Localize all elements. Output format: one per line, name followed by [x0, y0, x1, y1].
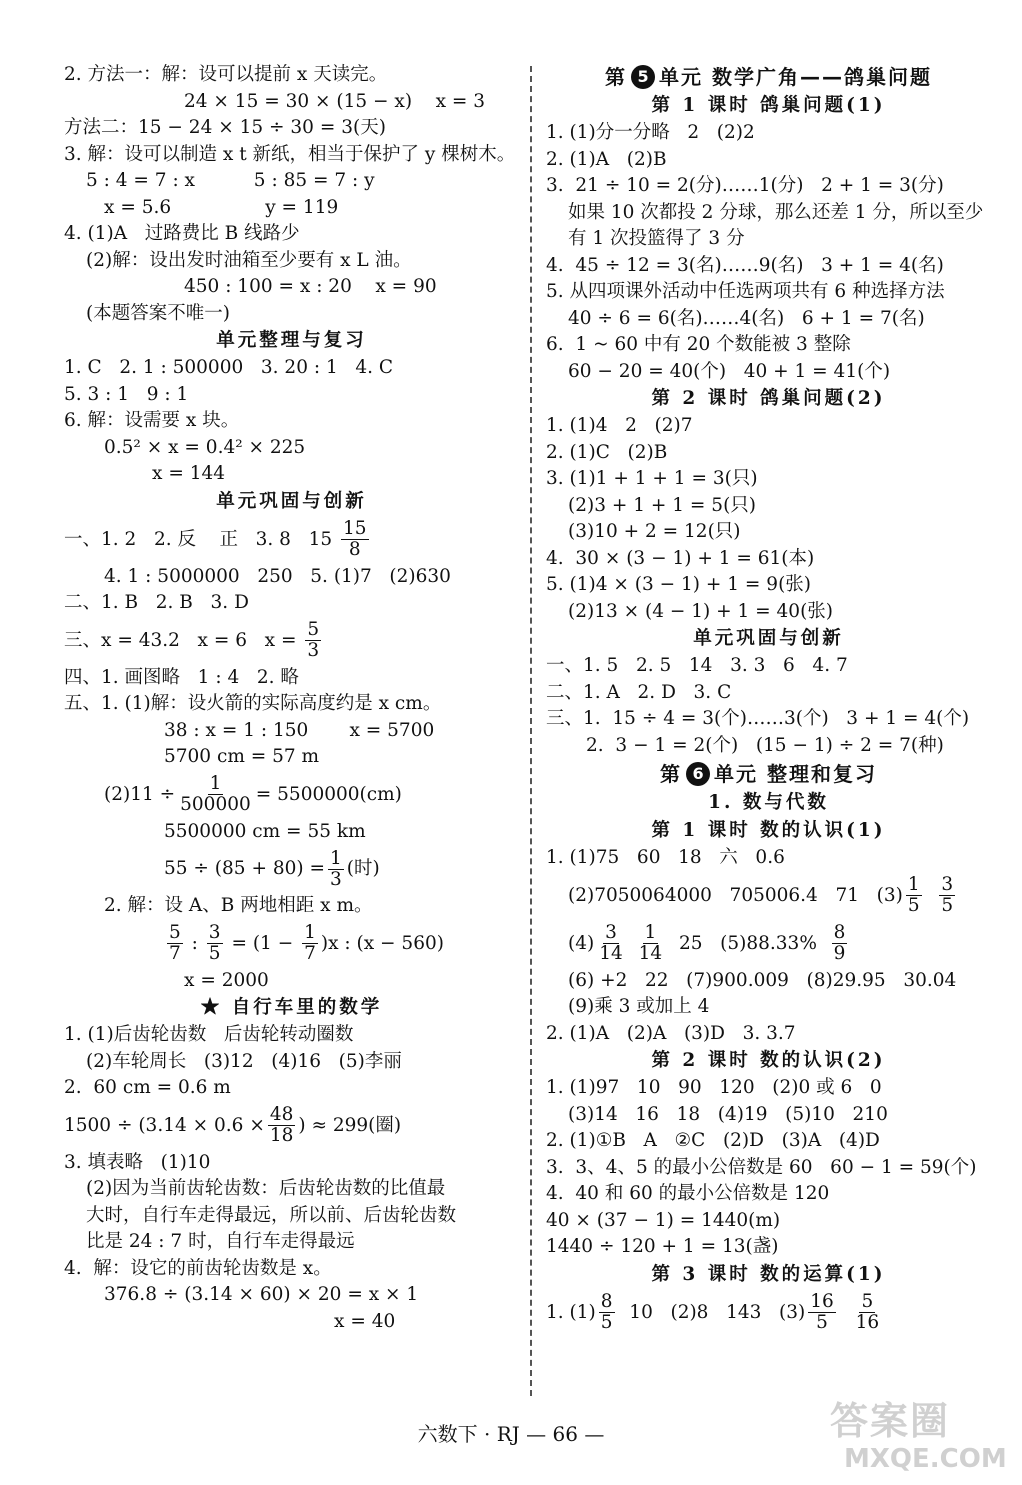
answer-line: 2. 60 cm = 0.6 m — [64, 1077, 231, 1098]
answer-line — [64, 771, 519, 819]
answer-text: (2)7050064000 705006.4 71 (3) — [568, 884, 903, 906]
unit-number-badge: 5 — [631, 65, 655, 89]
answer-line: 四、1. 画图略 1 : 4 2. 略 — [64, 666, 299, 688]
denominator: 3 — [307, 640, 320, 661]
answer-line: 5 : 4 = 7 : x 5 : 85 = 7 : y — [86, 170, 375, 191]
answer-line: 2. 解：设 A、B 两地相距 x m。 — [104, 895, 373, 916]
answer-line: 3. 解：设可以制造 x t 新纸，相当于保护了 y 棵树木。 — [64, 143, 516, 165]
answer-line: 2. 3 − 1 = 2(个) (15 − 1) ÷ 2 = 7(种) — [586, 734, 944, 756]
answer-line — [64, 1102, 519, 1150]
numerator: 8 — [833, 922, 846, 943]
lesson-heading: 第 1 课时 数的认识(1) — [651, 820, 886, 841]
answer-text: 55 ÷ (85 + 80) = — [164, 858, 325, 879]
answer-line: 三、1. 15 ÷ 4 = 3(个)……3(个) 3 + 1 = 4(个) — [546, 708, 970, 729]
answer-line: 4. 45 ÷ 12 = 3(名)……9(名) 3 + 1 = 4(名) — [546, 254, 944, 276]
fraction — [268, 1105, 296, 1146]
fraction — [597, 923, 625, 964]
answer-line: (6) +2 22 (7)900.009 (8)29.95 30.04 — [568, 969, 957, 991]
answer-line: 二、1. A 2. D 3. C — [546, 681, 732, 703]
answer-line: 方法二：15 − 24 × 15 ÷ 30 = 3(天) — [64, 117, 386, 138]
answer-text: (2)11 ÷ — [104, 783, 176, 805]
answer-line: (2)因为当前齿轮齿数：后齿轮齿数的比值最 — [86, 1178, 446, 1199]
numerator: 5 — [307, 619, 320, 640]
denominator: 16 — [855, 1312, 880, 1333]
answer-line: 6. 1 ~ 60 中有 20 个数能被 3 整除 — [546, 334, 851, 355]
answer-line: 5. 3 : 1 9 : 1 — [64, 383, 189, 405]
answer-line: 5700 cm = 57 m — [164, 746, 320, 767]
fraction — [328, 849, 344, 890]
answer-line: (3)14 16 18 (4)19 (5)10 210 — [568, 1103, 888, 1125]
answer-line: 2. (1)A (2)A (3)D 3. 3.7 — [546, 1022, 796, 1044]
answer-line: 376.8 ÷ (3.14 × 60) × 20 = x × 1 — [104, 1284, 419, 1305]
denominator: 5 — [907, 895, 920, 916]
lesson-heading: 第 3 课时 数的运算(1) — [651, 1263, 886, 1285]
answer-line: 3. 21 ÷ 10 = 2(分)……1(分) 2 + 1 = 3(分) — [546, 175, 944, 196]
answer-line: 5500000 cm = 55 km — [164, 820, 366, 842]
answer-text: 10 (2)8 143 (3) — [617, 1301, 806, 1323]
numerator: 1 — [644, 922, 657, 943]
answer-line — [64, 920, 519, 968]
fraction — [939, 875, 955, 916]
answer-text: (4) — [568, 932, 595, 954]
answer-line: 2. (1)①B A ②C (2)D (3)A (4)D — [546, 1130, 880, 1151]
answer-line: 一、1. 5 2. 5 14 3. 3 6 4. 7 — [546, 655, 848, 676]
answer-text: 1. (1) — [546, 1301, 596, 1323]
denominator: 500000 — [180, 794, 251, 815]
answer-line: 24 × 15 = 30 × (15 − x) x = 3 — [184, 90, 486, 112]
numerator: 5 — [861, 1291, 874, 1312]
denominator: 5 — [208, 943, 221, 964]
answer-line: 2. (1)C (2)B — [546, 441, 668, 463]
answer-line: 3. (1)1 + 1 + 1 = 3(只) — [546, 468, 758, 489]
fraction — [637, 923, 665, 964]
answer-line: 38 : x = 1 : 150 x = 5700 — [164, 719, 435, 741]
lesson-heading: 第 1 课时 鸽巢问题(1) — [651, 95, 886, 116]
answer-line: x = 144 — [152, 463, 226, 484]
numerator: 5 — [169, 922, 181, 943]
answer-line: x = 2000 — [184, 969, 269, 991]
answer-line: 4. 40 和 60 的最小公倍数是 120 — [546, 1183, 830, 1204]
fraction — [808, 1292, 836, 1333]
answer-line: 1. C 2. 1 : 500000 3. 20 : 1 4. C — [64, 357, 394, 378]
answer-line — [64, 617, 519, 665]
page-footer: 六数下 · RJ — 66 — — [417, 1422, 605, 1446]
answer-line: 0.5² × x = 0.4² × 225 — [104, 436, 306, 458]
unit-heading-6 — [546, 759, 991, 789]
answer-text: = 5500000(cm) — [255, 783, 402, 805]
answer-line — [546, 920, 991, 968]
denominator: 3 — [329, 868, 342, 890]
numerator: 48 — [269, 1104, 294, 1125]
answer-text: 三、x = 43.2 x = 6 x = — [64, 629, 297, 651]
fraction — [178, 774, 253, 815]
denominator: 7 — [169, 943, 181, 964]
answer-line: 6. 解：设需要 x 块。 — [64, 410, 240, 431]
fraction — [341, 519, 369, 560]
answer-line: 450 : 100 = x : 20 x = 90 — [184, 276, 437, 297]
unit-heading-5 — [546, 62, 991, 92]
answer-line: 4. (1)A 过路费比 B 线路少 — [64, 223, 300, 244]
answer-line — [64, 516, 519, 564]
numerator: 1 — [329, 847, 342, 869]
answer-line: x = 5.6 y = 119 — [104, 196, 339, 218]
numerator: 16 — [810, 1291, 834, 1312]
denominator: 14 — [638, 943, 663, 964]
denominator: 8 — [348, 539, 361, 560]
answer-line — [546, 872, 991, 920]
numerator: 3 — [605, 922, 617, 943]
answer-line: 3. 3、4、5 的最小公倍数是 60 60 − 1 = 59(个) — [546, 1156, 977, 1178]
answer-line — [64, 845, 519, 893]
answer-text: (时) — [346, 858, 380, 879]
lesson-heading: 第 2 课时 数的认识(2) — [651, 1050, 886, 1071]
answer-line: 2. 方法一：解：设可以提前 x 天读完。 — [64, 64, 388, 85]
answer-line: 二、1. B 2. B 3. D — [64, 592, 249, 613]
numerator: 8 — [600, 1291, 613, 1312]
answer-text: 25 (5)88.33% — [667, 932, 829, 954]
numerator: 3 — [208, 922, 221, 943]
answer-line: (3)10 + 2 = 12(只) — [568, 521, 741, 542]
section-heading-review: 单元整理与复习 — [216, 330, 367, 351]
numerator: 1 — [907, 874, 920, 895]
answer-text: 一、1. 2 2. 反 正 3. 8 15 — [64, 528, 333, 550]
unit-prefix: 第 — [660, 762, 683, 786]
answer-line: 1. (1)分一分略 2 (2)2 — [546, 122, 755, 143]
numerator: 15 — [343, 518, 367, 539]
answer-text: = (1 − — [225, 932, 300, 954]
answer-line: (2)解：设出发时油箱至少要有 x L 油。 — [86, 249, 412, 271]
answer-line: 1440 ÷ 120 + 1 = 13(盏) — [546, 1236, 779, 1257]
answer-line: 40 × (37 − 1) = 1440(m) — [546, 1209, 781, 1231]
answer-text: ) ≈ 299(圈) — [298, 1114, 402, 1136]
watermark-title: 答案圈 — [830, 1399, 951, 1443]
column-divider — [530, 66, 532, 1396]
answer-line: 4. 30 × (3 − 1) + 1 = 61(本) — [546, 547, 815, 569]
answer-line: 4. 1 : 5000000 250 5. (1)7 (2)630 — [104, 565, 451, 587]
fraction — [207, 923, 223, 964]
denominator: 5 — [600, 1312, 613, 1333]
section-heading-bike: ★ 自行车里的数学 — [200, 997, 383, 1018]
subsection-heading: 1. 数与代数 — [708, 792, 829, 813]
answer-text: 1500 ÷ (3.14 × 0.6 × — [64, 1114, 265, 1136]
fraction — [167, 923, 183, 964]
answer-line: x = 40 — [334, 1310, 396, 1332]
answer-line: 4. 解：设它的前齿轮齿数是 x。 — [64, 1257, 332, 1279]
unit-number-badge: 6 — [686, 762, 710, 786]
answer-line — [546, 1289, 991, 1337]
answer-line: 5. 从四项课外活动中任选两项共有 6 种选择方法 — [546, 281, 945, 302]
numerator: 1 — [304, 922, 316, 943]
fraction — [302, 923, 318, 964]
answer-line: 5. (1)4 × (3 − 1) + 1 = 9(张) — [546, 574, 812, 595]
answer-line: (本题答案不唯一) — [86, 302, 230, 324]
left-column — [64, 62, 519, 1335]
fraction — [305, 620, 321, 661]
answer-text: : — [185, 932, 204, 954]
answer-line: 1. (1)97 10 90 120 (2)0 或 6 0 — [546, 1077, 882, 1098]
answer-line: 如果 10 次都投 2 分球，那么还差 1 分，所以至少 — [568, 201, 984, 223]
answer-line: 有 1 次投篮得了 3 分 — [568, 228, 745, 249]
answer-line: 五、1. (1)解：设火箭的实际高度约是 x cm。 — [64, 693, 442, 714]
fraction — [599, 1292, 615, 1333]
answer-line: 3. 填表略 (1)10 — [64, 1151, 211, 1173]
section-heading-consolidate: 单元巩固与创新 — [216, 490, 367, 512]
answer-line: (2)车轮周长 (3)12 (4)16 (5)李丽 — [86, 1050, 402, 1072]
answer-line: 1. (1)75 60 18 六 0.6 — [546, 847, 785, 868]
fraction — [906, 875, 922, 916]
denominator: 14 — [599, 943, 623, 964]
section-heading-consolidate: 单元巩固与创新 — [693, 628, 844, 649]
fraction — [832, 923, 848, 964]
watermark-url: MXQE.COM — [844, 1444, 1007, 1474]
lesson-heading: 第 2 课时 鸽巢问题(2) — [651, 388, 886, 409]
numerator: 1 — [209, 773, 222, 794]
denominator: 5 — [816, 1312, 828, 1333]
answer-line: 1. (1)4 2 (2)7 — [546, 415, 693, 436]
answer-line: (2)3 + 1 + 1 = 5(只) — [568, 494, 757, 516]
watermark-logo — [830, 1398, 1005, 1478]
answer-line: 1. (1)后齿轮齿数 后齿轮转动圈数 — [64, 1024, 354, 1045]
unit-title: 单元 整理和复习 — [714, 762, 877, 786]
unit-title: 单元 数学广角——鸽巢问题 — [659, 65, 932, 89]
unit-prefix: 第 — [605, 65, 628, 89]
right-column — [546, 62, 991, 1337]
answer-line: 大时，自行车走得最远，所以前、后齿轮齿数 — [86, 1204, 457, 1226]
answer-line: 2. (1)A (2)B — [546, 148, 667, 170]
answer-line: 比是 24 : 7 时，自行车走得最远 — [86, 1231, 355, 1252]
answer-line: (9)乘 3 或加上 4 — [568, 996, 710, 1017]
answer-line: 60 − 20 = 40(个) 40 + 1 = 41(个) — [568, 360, 891, 382]
answer-line: (2)13 × (4 − 1) + 1 = 40(张) — [568, 600, 834, 622]
numerator: 3 — [941, 874, 954, 895]
answer-text: )x : (x − 560) — [320, 932, 444, 954]
denominator: 9 — [833, 943, 846, 964]
denominator: 18 — [269, 1125, 294, 1146]
fraction — [854, 1292, 882, 1333]
denominator: 5 — [941, 895, 954, 916]
answer-line: 40 ÷ 6 = 6(名)……4(名) 6 + 1 = 7(名) — [568, 307, 925, 329]
denominator: 7 — [304, 943, 316, 964]
